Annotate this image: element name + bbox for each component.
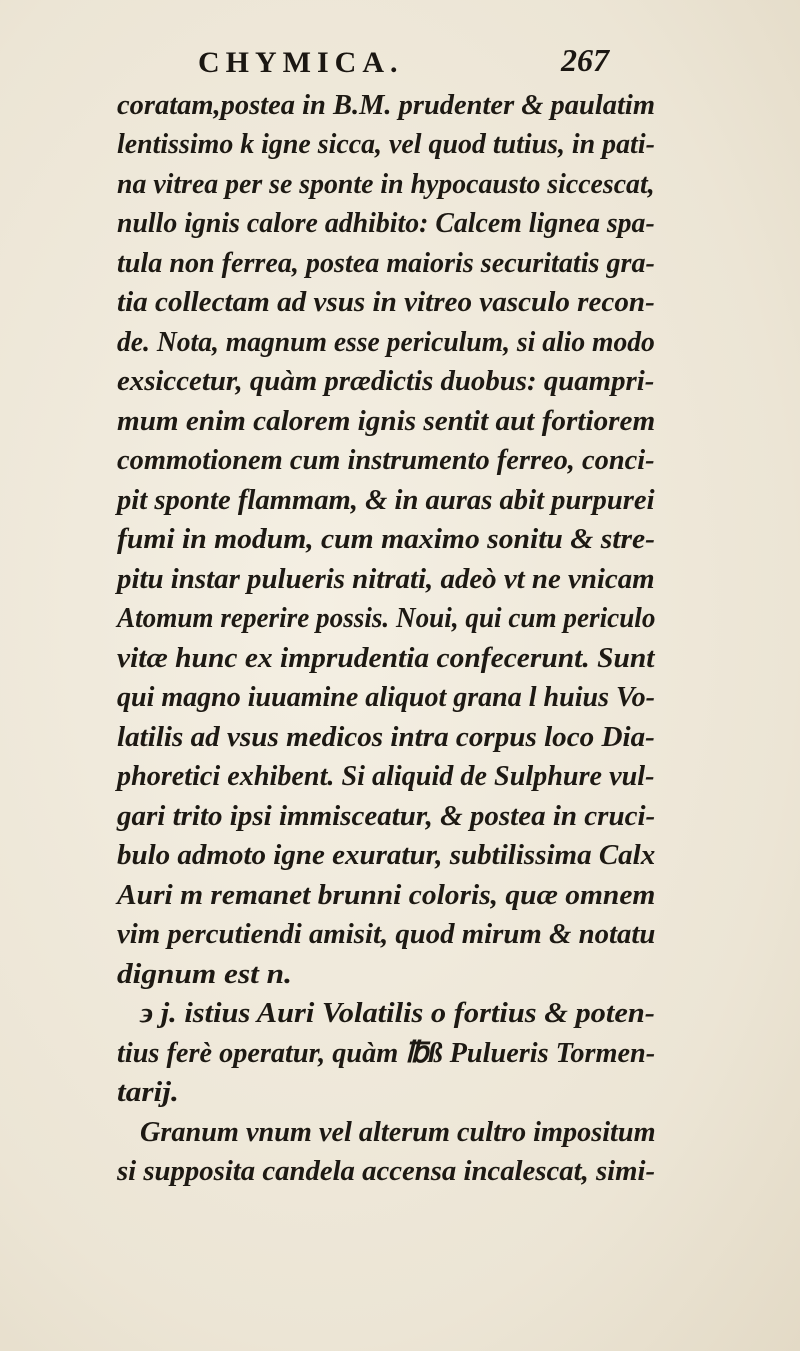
text-line: tius ferè operatur, quàm ℔ß Pulueris Tormen-	[117, 1037, 656, 1069]
text-line: Granum vnum vel alterum cultro impositum	[140, 1116, 656, 1148]
text-line: vitæ hunc ex imprudentia confecerunt. Sunt	[117, 642, 655, 674]
text-line: exsiccetur, quàm prædictis duobus: quampri-	[117, 365, 655, 397]
text-line: coratam,postea in B.M. prudenter & paulatim	[117, 89, 655, 121]
text-line: tula non ferrea, postea maioris securitatis gra-	[117, 247, 655, 279]
text-line: tarij.	[117, 1076, 179, 1108]
running-head: CHYMICA.	[198, 46, 404, 79]
text-line: si supposita candela accensa incalescat, simi-	[117, 1155, 656, 1187]
text-line: pitu instar pulueris nitrati, adeò vt ne vnicam	[117, 563, 655, 595]
text-line: mum enim calorem ignis sentit aut fortiorem	[117, 405, 656, 437]
text-line: gari trito ipsi immisceatur, & postea in cruci-	[117, 800, 656, 832]
text-line: bulo admoto igne exuratur, subtilissima Calx	[117, 839, 656, 871]
text-line: na vitrea per se sponte in hypocausto siccescat,	[117, 168, 655, 200]
text-line: pit sponte flammam, & in auras abit purpurei	[117, 484, 655, 516]
text-line: phoretici exhibent. Si aliquid de Sulphure vul-	[117, 760, 655, 792]
text-line: de. Nota, magnum esse periculum, si alio modo	[117, 326, 655, 358]
text-line: fumi in modum, cum maximo sonitu & stre-	[117, 523, 656, 555]
text-line: ϶ j. istius Auri Volatilis o fortius & poten-	[140, 997, 655, 1029]
text-line: qui magno iuuamine aliquot grana l huius Vo-	[117, 681, 655, 713]
page-number: 267	[561, 42, 609, 78]
text-line: commotionem cum instrumento ferreo, conci-	[117, 444, 655, 476]
text-line: Atomum reperire possis. Noui, qui cum periculo	[117, 602, 656, 634]
text-line: tia collectam ad vsus in vitreo vasculo recon-	[117, 286, 655, 318]
text-line: Auri m remanet brunni coloris, quæ omnem	[117, 879, 656, 911]
text-line: dignum est n.	[117, 958, 292, 990]
text-line: nullo ignis calore adhibito: Calcem lignea spa-	[117, 207, 655, 239]
text-line: lentissimo k igne sicca, vel quod tutius, in pati-	[117, 128, 655, 160]
text-line: latilis ad vsus medicos intra corpus loco Dia-	[117, 721, 655, 753]
page-header	[0, 42, 800, 82]
text-line: vim percutiendi amisit, quod mirum & notatu	[117, 918, 656, 950]
